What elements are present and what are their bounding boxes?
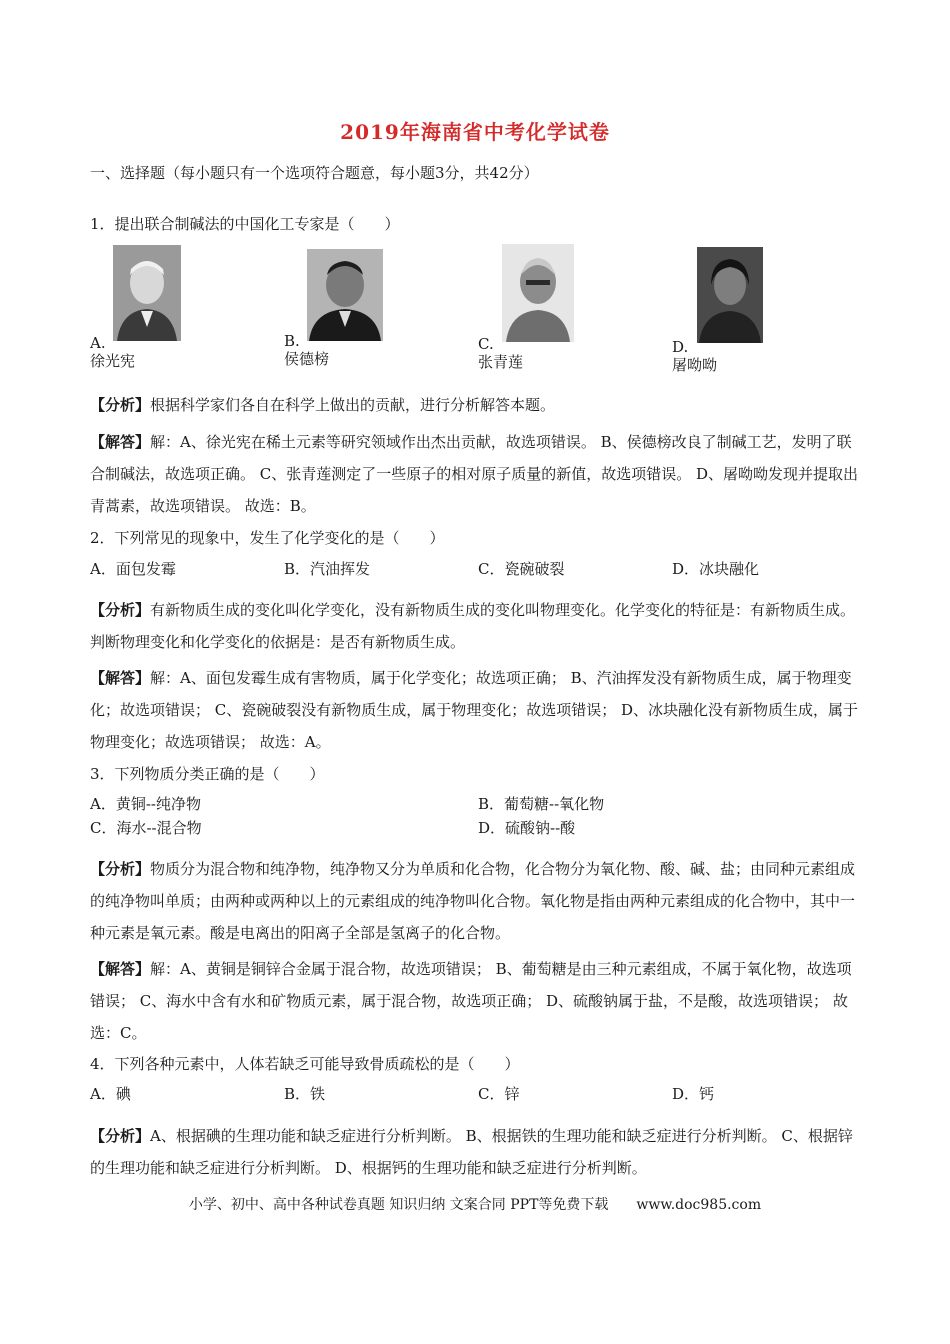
question-4-stem: 4．下列各种元素中，人体若缺乏可能导致骨质疏松的是（ ） — [90, 1055, 520, 1073]
option-c-letter: C. — [478, 335, 494, 353]
analysis-tag: 【分析】 — [90, 601, 151, 619]
section-heading: 一、选择题（每小题只有一个选项符合题意，每小题3分，共42分） — [90, 164, 539, 182]
analysis-text: 物质分为混合物和纯净物，纯净物又分为单质和化合物，化合物分为氧化物、酸、碱、盐；由同种元素组成的纯净物叫单质；由两种或两种以上的元素组成的纯净物叫化合物。氧化物是指由两种元素组成的化合物中，其中一种元素是氧元素。酸是电离出的阳离子全部是氢离子的化合物。 — [90, 860, 856, 942]
q3-option-a: A．黄铜--纯净物 — [90, 795, 201, 813]
q2-option-c: C．瓷碗破裂 — [478, 560, 565, 578]
question-2-analysis — [90, 594, 860, 658]
q2-option-a: A．面包发霉 — [90, 560, 176, 578]
option-a-letter: A. — [90, 334, 106, 352]
question-1-analysis — [90, 389, 860, 421]
portrait-photo-b — [307, 249, 383, 341]
question-2-stem: 2．下列常见的现象中，发生了化学变化的是（ ） — [90, 529, 445, 547]
answer-tag: 【解答】 — [90, 960, 151, 978]
analysis-text: 有新物质生成的变化叫化学变化，没有新物质生成的变化叫物理变化。化学变化的特征是：有新物质生成。判断物理变化和化学变化的依据是：是否有新物质生成。 — [90, 601, 856, 651]
portrait-photo-c — [502, 244, 574, 342]
analysis-text: 根据科学家们各自在科学上做出的贡献，进行分析解答本题。 — [150, 396, 556, 414]
question-3-analysis — [90, 853, 860, 949]
portrait-photo-a — [113, 245, 181, 341]
q4-option-a: A．碘 — [90, 1085, 131, 1103]
analysis-text: A、根据碘的生理功能和缺乏症进行分析判断。 B、根据铁的生理功能和缺乏症进行分析判断。 C、根据锌的生理功能和缺乏症进行分析判断。 D、根据钙的生理功能和缺乏症进行分析判断。 — [90, 1127, 853, 1177]
page-title: 2019年海南省中考化学试卷 — [340, 120, 610, 144]
question-1-stem: 1．提出联合制碱法的中国化工专家是（ ） — [90, 215, 400, 233]
question-4-analysis — [90, 1120, 860, 1184]
q4-option-c: C．锌 — [478, 1085, 520, 1103]
option-c-name: 张青莲 — [478, 353, 524, 371]
q3-option-d: D．硫酸钠--酸 — [478, 819, 576, 837]
q3-option-c: C．海水--混合物 — [90, 819, 202, 837]
answer-tag: 【解答】 — [90, 433, 151, 451]
option-b-name: 侯德榜 — [284, 350, 330, 368]
answer-tag: 【解答】 — [90, 669, 151, 687]
question-2-answer — [90, 662, 860, 758]
option-d-name: 屠呦呦 — [672, 356, 718, 374]
answer-text: 解：A、黄铜是铜锌合金属于混合物，故选项错误； B、葡萄糖是由三种元素组成，不属于氧化物，故选项错误； C、海水中含有水和矿物质元素，属于混合物，故选项正确； D、硫酸钠属于盐，不是酸，故选项错误； 故选：C。 — [90, 960, 852, 1042]
q2-option-b: B．汽油挥发 — [284, 560, 371, 578]
q4-option-b: B．铁 — [284, 1085, 326, 1103]
answer-text: 解：A、徐光宪在稀土元素等研究领域作出杰出贡献，故选项错误。 B、侯德榜改良了制碱工艺，发明了联合制碱法，故选项正确。 C、张青莲测定了一些原子的相对原子质量的新值，故选项错误。 D、屠呦呦发现并提取出青蒿素，故选项错误。 故选：B。 — [90, 433, 859, 515]
analysis-tag: 【分析】 — [90, 396, 151, 414]
question-1-answer — [90, 426, 860, 522]
option-b-letter: B. — [284, 332, 300, 350]
page-footer: 小学、初中、高中各种试卷真题 知识归纳 文案合同 PPT等免费下载 www.doc985.com — [188, 1197, 762, 1213]
option-a-name: 徐光宪 — [90, 352, 136, 370]
option-d-letter: D. — [672, 338, 689, 356]
question-3-stem: 3．下列物质分类正确的是（ ） — [90, 765, 325, 783]
question-3-answer — [90, 953, 860, 1049]
q4-option-d: D．钙 — [672, 1085, 715, 1103]
portrait-photo-d — [697, 247, 763, 343]
answer-text: 解：A、面包发霉生成有害物质，属于化学变化；故选项正确； B、汽油挥发没有新物质生成，属于物理变化；故选项错误； C、瓷碗破裂没有新物质生成，属于物理变化；故选项错误； D、冰块融化没有新物质生成，属于物理变化；故选项错误； 故选：A。 — [90, 669, 859, 751]
q3-option-b: B．葡萄糖--氧化物 — [478, 795, 605, 813]
analysis-tag: 【分析】 — [90, 860, 151, 878]
analysis-tag: 【分析】 — [90, 1127, 151, 1145]
q2-option-d: D．冰块融化 — [672, 560, 760, 578]
